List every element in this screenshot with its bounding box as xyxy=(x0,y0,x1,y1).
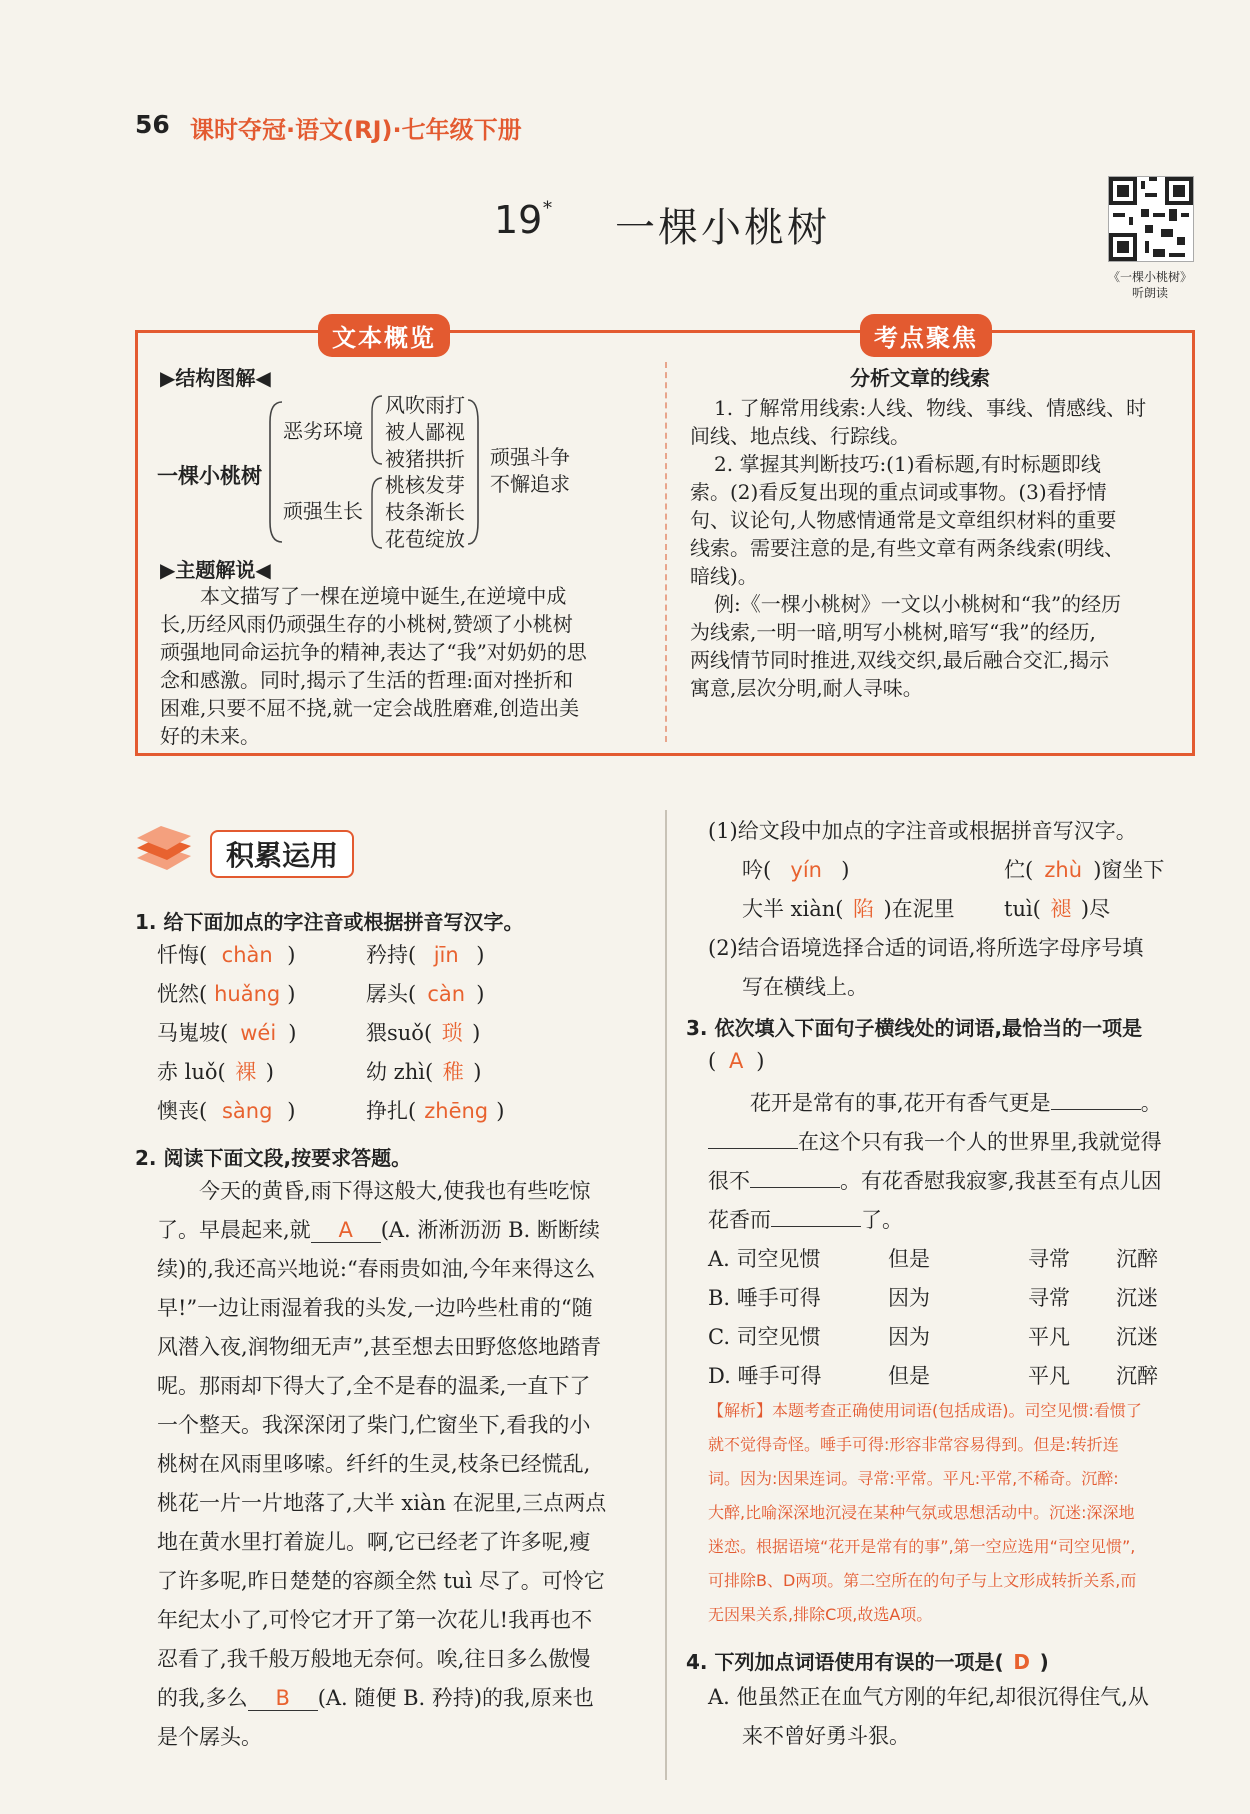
q3-option-c[interactable]: C. 司空见惯 因为 平凡 沉迷 xyxy=(708,1325,1158,1349)
tree-result: 不懈追求 xyxy=(490,472,570,496)
q1-right-column: 矜持( jīn ) 孱头( càn ) 猥suǒ( 琐 ) 幼 zhì( 稚 ) 挣扎( zhēng ) xyxy=(366,943,505,1123)
frame-divider xyxy=(665,362,667,742)
tree-item: 被猪拱折 xyxy=(385,447,465,471)
q1-heading: 1. 给下面加点的字注音或根据拼音写汉字。 xyxy=(135,910,524,934)
q3-answer: ( A ) xyxy=(708,1049,765,1073)
tree-item: 枝条渐长 xyxy=(385,500,465,524)
q3-option-a[interactable]: A. 司空见惯 但是 寻常 沉醉 xyxy=(708,1247,1158,1271)
tree-branch-1: 恶劣环境 xyxy=(283,419,363,443)
q2-heading: 2. 阅读下面文段,按要求答题。 xyxy=(135,1146,412,1170)
q3-option-b[interactable]: B. 唾手可得 因为 寻常 沉迷 xyxy=(708,1286,1158,1310)
q3-option-d[interactable]: D. 唾手可得 但是 平凡 沉醉 xyxy=(708,1364,1158,1388)
qr-caption-listen: 听朗读 xyxy=(1131,286,1168,300)
tree-item: 风吹雨打 xyxy=(385,393,465,417)
tree-root: 一棵小桃树 xyxy=(157,463,262,488)
tree-item: 花苞绽放 xyxy=(385,527,465,551)
focus-title: 分析文章的线索 xyxy=(850,366,990,390)
theme-heading: ▶主题解说◀ xyxy=(160,558,271,582)
q3-analysis: 【解析】本题考查正确使用词语(包括成语)。司空见惯:看惯了 就不觉得奇怪。唾手可得:形容非常容易得到。但是:转折连 词。因为:因果连词。寻常:平常。平凡:平常,不稀奇。沉醉: 大醉,比喻深深地沉浸在某种气氛或思想活动中。沉迷:深深地 迷恋。根据语境“花开是常有的事”,第一空应选用“司空见惯”, 可排除B、D两项。第二空所在的句子与上文形成转折关系,而 无因果关系,排除C项,故选A项。 xyxy=(708,1401,1142,1624)
books-icon xyxy=(133,820,195,876)
q2-blank-2[interactable]: B xyxy=(248,1686,318,1711)
focus-badge: 考点聚焦 xyxy=(860,314,992,357)
focus-text: 1. 了解常用线索:人线、物线、事线、情感线、时 间线、地点线、行踪线。 2. 掌握其判断技巧:(1)看标题,有时标题即线 索。(2)看反复出现的重点词或事物。(3)看抒情 句、议论句,人物感情通常是文章组织材料的重要 线索。需要注意的是,有些文章有两条线索(明线、 暗线)。 例:《一棵小桃树》一文以小桃树和“我”的经历 为线索,一明一暗,明写小桃树,暗写“我”的经历, 两线情节同时推进,双线交织,最后融合交汇,揭示 寓意,层次分明,耐人寻味。 xyxy=(690,396,1147,700)
qr-caption: 《一棵小桃树》 xyxy=(1107,270,1192,284)
column-divider xyxy=(665,810,667,1780)
q4-heading: 4. 下列加点词语使用有误的一项是( D ) xyxy=(686,1650,1049,1674)
page-number: 56 xyxy=(135,110,170,139)
qr-code-icon[interactable] xyxy=(1108,176,1194,262)
chapter-title: 一棵小桃树 xyxy=(615,205,830,251)
tree-result: 顽强斗争 xyxy=(490,445,570,469)
structure-heading: ▶结构图解◀ xyxy=(160,366,271,390)
overview-badge: 文本概览 xyxy=(318,314,450,357)
tree-item: 被人鄙视 xyxy=(385,420,465,444)
q2-passage: 今天的黄昏,雨下得这般大,使我也有些吃惊 了。早晨起来,就 A (A. 淅淅沥沥 B. 断断续 续)的,我还高兴地说:“春雨贵如油,今年来得这么 早!”一边让雨湿着我的头发,一边吟些杜甫的“随 风潜入夜,润物细无声”,甚至想去田野悠悠地踏青 呢。那雨却下得大了,全不是春的温柔,一直下了 一个整天。我深深闭了柴门,伫窗坐下,看我的小 桃树在风雨里哆嗦。纤纤的生灵,枝条已经慌乱, 桃花一片一片地落了,大半 xiàn 在泥里,三点两点 地在黄水里打着旋儿。啊,它已经老了许多呢,瘦 了许多呢,昨日楚楚的容颜全然 tuì 尽了。可怜它 年纪太小了,可怜它才开了第一次花儿!我再也不 忍看了,我千般万般地无奈何。唉,往日多么傲慢 的我,多么 B (A. 随便 B. 矜持)的我,原来也 是个孱头。 xyxy=(157,1179,607,1749)
q1-left-column: 忏悔( chàn ) 恍然( huǎng ) 马嵬坡( wéi ) 赤 luǒ( 裸 ) 懊丧( sàng ) xyxy=(157,943,297,1123)
q3-heading: 3. 依次填入下面句子横线处的词语,最恰当的一项是 xyxy=(686,1016,1143,1040)
q3-options xyxy=(708,1240,1203,1396)
q2-blank-1[interactable]: A xyxy=(311,1218,381,1243)
q2-sub-questions: (1)给文段中加点的字注音或根据拼音写汉字。 吟( yín ) 伫( zhù )窗坐下 大半 xiàn( 陷 )在泥里 tuì( 褪 )尽 (2)结合语境选择合适的词语,将所选字母序号填 写在横线上。 xyxy=(708,819,1165,999)
tree-branch-2: 顽强生长 xyxy=(283,499,363,523)
q3-sentence: 花开是常有的事,花开有香气更是 。 在这个只有我一个人的世界里,我就觉得 很不 。有花香慰我寂寥,我甚至有点儿因 花香而 了。 xyxy=(708,1091,1162,1232)
tree-item: 桃核发芽 xyxy=(385,473,465,497)
chapter-mark: * xyxy=(543,198,552,219)
book-title: 课时夺冠·语文(RJ)·七年级下册 xyxy=(190,116,522,144)
chapter-number: 19 xyxy=(494,198,543,242)
accumulate-title: 积累运用 xyxy=(210,830,354,878)
theme-text: 本文描写了一棵在逆境中诞生,在逆境中成 长,历经风雨仍顽强生存的小桃树,赞颂了小桃树 顽强地同命运抗争的精神,表达了“我”对奶奶的思 念和感激。同时,揭示了生活的哲理:面对挫折和 困难,只要不屈不挠,就一定会战胜磨难,创造出美 好的未来。 xyxy=(160,584,587,748)
q4-option-a[interactable]: A. 他虽然正在血气方刚的年纪,却很沉得住气,从 来不曾好勇斗狠。 xyxy=(708,1685,1149,1748)
